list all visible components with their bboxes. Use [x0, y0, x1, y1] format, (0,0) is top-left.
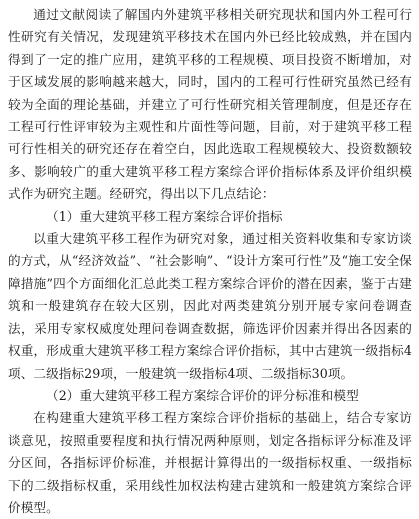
intro-paragraph: 通过文献阅读了解国内外建筑平移相关研究现状和国内外工程可行性研究有关情况，发现建筑平移技术在国内外已经比较成熟，并在国内得到了一定的推广应用，建筑平移的工程规模、项目投资不断增加，对于区域发展的影响越来越大，同时，国内的工程可行性研究虽然已经有较为全面的理论基础，并建立了可行性研究相关管理制度，但是还存在工程可行性评审较为主观性和片面性等问题，目前，对于建筑平移工程可行性相关的研究还存在着空白，因此选取工程规模较大、投资数额较多、影响较广的重大建筑平移工程方案综合评价指标体系及评价组织模式作为研究主题。经研究，得出以下几点结论： [8, 7, 412, 202]
section-heading-1: （1）重大建筑平移工程方案综合评价指标 [46, 208, 283, 224]
section-heading-2: （2）重大建筑平移工程方案综合评价的评分标准和模型 [46, 387, 359, 403]
section-2-paragraph: 在构建重大建筑平移工程方案综合评价指标的基础上，结合专家访谈意见，按照重要程度和执行情况两种原则，划定各指标评分标准及评分区间，各指标评价标准，并根据计算得出的一级指标权重、一级指标下的二级指标权重，采用线性加权法构建古建筑和一般建筑方案综合评价模型。 [8, 410, 412, 515]
document-page [8, 4, 412, 519]
section-1-paragraph: 以重大建筑平移工程作为研究对象，通过相关资料收集和专家访谈的方式，从“经济效益”、“社会影响”、“设计方案可行性”及“施工安全保障措施”四个方面细化汇总此类工程方案综合评价的潜在因素，鉴于古建筑和一般建筑存在较大区别，因此对两类建筑分别开展专家问卷调查法，采用专家权威度处理问卷调查数据，筛选评价因素并得出各因素的权重，形成重大建筑平移工程方案综合评价指标，其中古建筑一级指标4项、二级指标29项，一般建筑一级指标4项、二级指标30项。 [8, 231, 412, 381]
